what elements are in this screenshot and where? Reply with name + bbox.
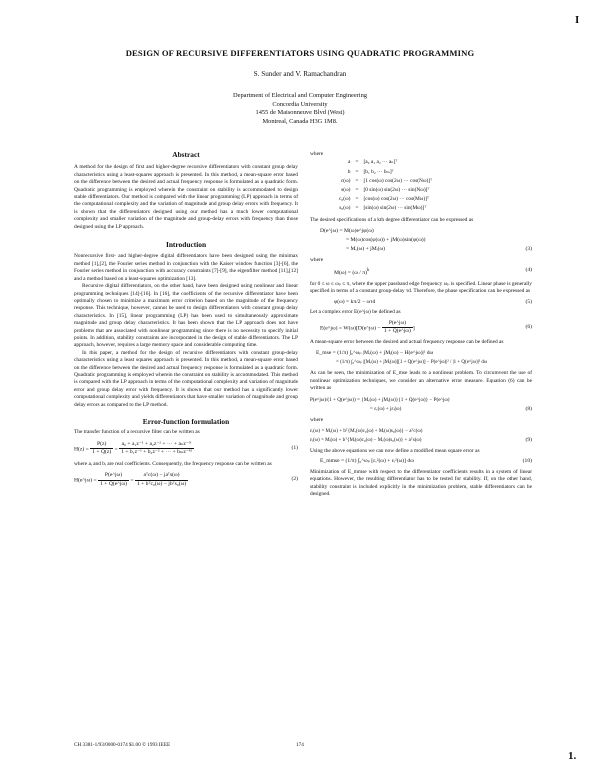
introduction-heading: Introduction — [165, 240, 207, 250]
equation-number: (4) — [525, 267, 532, 274]
equation-number: (1) — [291, 444, 298, 451]
intro-paragraph: Recursive digital differentiators, on the other hand, have been designed using nonlinear and linear programming techniques [14]-[16]. In [16], the coefficients of the recursive differentiator have been optimally chosen to minimize a maximum error criterion based on the magnitude of the frequency response. This technique, however, cannot be used to design differentiators with constant group delay characteristics. In [15], linear programming (LP) has been used to simultaneously approximate magnitude and group delay characteristics. It has been shown that the LP approach does not have problems that are associated with nonlinear programming since there is no necessity to specify initial points. In addition, stability constraints are incorporated in the design of stable differentiators. The LP approach, however, requires a large memory space and considerable computing time. — [74, 283, 298, 349]
abstract-text: A method for the design of first and higher-degree recursive differentiators with constant group delay characteristics using a least-squares approach is presented. In this method, a mean-square error based on the difference between the desired and actual frequency response is formulated as a quadratic form. Quadratic programming is employed wherein the constraint on stability is accommodated to design stable differentiators. Our method is compared with the linear programming (LP) approach in terms of the computational complexity and the variation of magnitude and group delay errors with frequency. It is shown that the differentiators designed using our method has a much lower computational complexity and smaller variation of the magnitude and group-delay errors with frequency than those designed using the LP approach. — [74, 164, 298, 230]
intro-paragraph: Nonrecursive first- and higher-degree digital differentiators have been designed using the minimax method [1],[2], the Fourier series method in conjunction with the Kaiser window function [3]-[6], the Fourier series method in conjunction with accuracy constraints [7]-[9], the eigenfilter method [11],[12] and a method based on a least-squares optimization [13]. — [74, 253, 298, 282]
definition-row: b = [b₁ b₂ ··· bₘ]ᵀ — [347, 168, 394, 175]
closing-text: Minimization of E_mmse with respect to the differentiator coefficients results in a system of linear equations. However, the resulting differentiator has to be tested for stability. If, on the other hand, stability constraint is included explicitly in the minimization problem, stable differentiators can be designed. — [310, 468, 532, 498]
equation-6: E(e^jω) = W(ω)[D(e^jω) − $\frac{P(e\^{}j\omega)}{1 + Q(e\^{}j\omega)}$ ] (6) — [320, 319, 532, 335]
equation-2: H(e^jω) = $\frac{P(e\^{}j\omega)}{1 + Q(e\^{}j\omega)}$ = $\frac{\text{aᵀc(ω) − jaᵀs(ω)}}{\text{1 + bᵀc₀(ω) − jbᵀs₀(ω)}}$ (2) — [74, 472, 298, 487]
equation-number: (3) — [525, 246, 532, 253]
equation-10: E_mmse = (1/π) ∫₀^ωₚ [εᵣ²(ω) + εᵢ²(ω)] dω (10) — [320, 458, 532, 465]
definition-row: a = [a₀ a₁ a₂ ··· aₙ]ᵀ — [348, 159, 398, 166]
definition-row: c₀(ω) = [cos(ω) cos(2ω) ··· cos(Mω)]ᵀ — [339, 196, 429, 203]
mse-text: A mean-square error between the desired and actual frequency response can be defined as — [310, 338, 504, 345]
affiliation-line: Montreal, Canada H3G 1M8. — [262, 117, 338, 125]
page-number: 174 — [296, 742, 304, 748]
equation-7: E_mse = (1/π) ∫₀^ωₚ |Mᵣ(ω) + jMᵢ(ω) − H(e^jω)|² dω = (1/π) ∫₀^ωₚ |[Mᵣ(ω) + jMᵢ(ω)][1 + Q(e^jω)] − P(e^jω)|² / |1 + Q(e^jω)|² dω — [316, 350, 488, 366]
equation-number: (6) — [525, 323, 532, 330]
definition-row: c(ω) = [1 cos(ω) cos(2ω) ··· cos(Nω)]ᵀ — [340, 177, 433, 184]
equation-number: (2) — [291, 476, 298, 483]
definition-row: s₀(ω) = [sin(ω) sin(2ω) ··· sin(Mω)]ᵀ — [339, 205, 427, 212]
where-label: where — [310, 151, 324, 157]
equation-9: εᵣ(ω) = Mᵣ(ω) + bᵀ{Mᵣ(ω)c₀(ω) + Mᵢ(ω)s₀(ω)} − aᵀc(ω) εᵢ(ω) = Mᵢ(ω) + bᵀ{Mᵢ(ω)c₀(ω) − Mᵣ(ω)s₀(ω)} + aᵀs(ω) (9) — [310, 427, 532, 443]
affiliation-line: Concordia University — [272, 100, 328, 108]
complex-error-text: Let a complex error E(e^jω) be defined as — [310, 309, 401, 316]
corner-mark-bottom: 1. — [568, 750, 577, 762]
affiliation-line: 1455 de Maisonneuve Blvd (West) — [255, 109, 345, 117]
abstract-heading: Abstract — [172, 150, 200, 159]
copyright-notice: CH 3381-1/93/0000-0174 $1.00 © 1993 IEEE — [74, 742, 171, 748]
equation-number: (9) — [525, 436, 532, 443]
modified-mse-text: Using the above equations we can now define a modified mean square error as — [310, 447, 480, 454]
transfer-intro: The transfer function of a recursive filter can be written as — [74, 429, 200, 436]
equation-number: (5) — [525, 298, 532, 305]
equation-4: M(ω) = (ω / π)$^k$ (4) — [334, 267, 532, 277]
equation-number: (10) — [522, 458, 532, 465]
error-formulation-heading: Error-function formulation — [142, 417, 230, 426]
where-label: where — [310, 416, 324, 423]
equation-8: P(e^jω)/(1 + Q(e^jω)) = {Mᵣ(ω) + jMᵢ(ω)}{1 + Q(e^jω)} − P(e^jω) = εᵣ(ω) + jεᵢ(ω) (8) — [310, 396, 532, 412]
affiliation-line: Department of Electrical and Computer Engineering — [233, 92, 367, 99]
transfer-mid-text: where aᵢ and bᵢ are real coefficients. Consequently, the frequency response can be written as — [74, 461, 272, 467]
equation-1: H(z) = $\frac{P(z)}{1 + Q(z)}$ = $\frac{\text{a₀ + a₁z⁻¹ + a₂z⁻² + ··· + aₙz⁻ᴺ}}{\text{1 + b₁z⁻¹ + b₂z⁻² + ··· + bₘz⁻ᴹ}}$ (1) — [74, 440, 298, 456]
paper-authors: S. Sunder and V. Ramachandran — [253, 70, 347, 78]
definitions-table — [338, 158, 433, 213]
affiliation — [0, 92, 600, 126]
definition-row: s(ω) = [0 sin(ω) sin(2ω) ··· sin(Nω)]ᵀ — [341, 187, 430, 194]
paper-title: DESIGN OF RECURSIVE DIFFERENTIATORS USING QUADRATIC PROGRAMMING — [125, 48, 475, 58]
equation-number: (8) — [525, 405, 532, 412]
intro-paragraph: In this paper, a method for the design of recursive differentiators with constant group-delay characteristics using a least squares approach is presented. In this method, a mean-square error based on the difference between the desired and actual frequency response is formulated as a quadratic form. Quadratic programming is employed wherein the constraint on stability is accommodated. This method is compared with the LP approach in terms of the computational complexity and variation of magnitude error and group delay error with frequency. It is shown that our method has a significantly lower computational complexity and yields differentiators that have smaller variation of magnitude and group delay errors as compared to the LP method. — [74, 349, 298, 408]
where-label: where — [310, 257, 324, 264]
minimization-text: As can be seen, the minimization of E_mse leads to a nonlinear problem. To circumvent the use of nonlinear optimization techniques, we consider an alternative error measure. Equation (6) can be written as — [310, 370, 532, 392]
corner-mark-top: I — [575, 14, 580, 26]
equation-5: φ(ω) = kπ/2 − ωτd (5) — [334, 298, 532, 305]
desired-spec-text: The desired specifications of a kth degree differentiator can be expressed as — [310, 216, 474, 223]
right-column — [310, 151, 532, 499]
range-text: for 0 ≤ ω ≤ ωₚ ≤ π, where the upper passband edge frequency ωₚ is specified. Linear phase is generally specified in terms of a constant group-delay τd. Therefore, the phase specification can be expressed as — [310, 280, 532, 295]
left-column — [74, 151, 298, 493]
equation-3: D(e^jω) = M(ω)e^jφ(ω) = M(ω)cos(φ(ω)) + jM(ω)sin(φ(ω)) = Mᵣ(ω) + jMᵢ(ω) (3) — [320, 228, 532, 253]
